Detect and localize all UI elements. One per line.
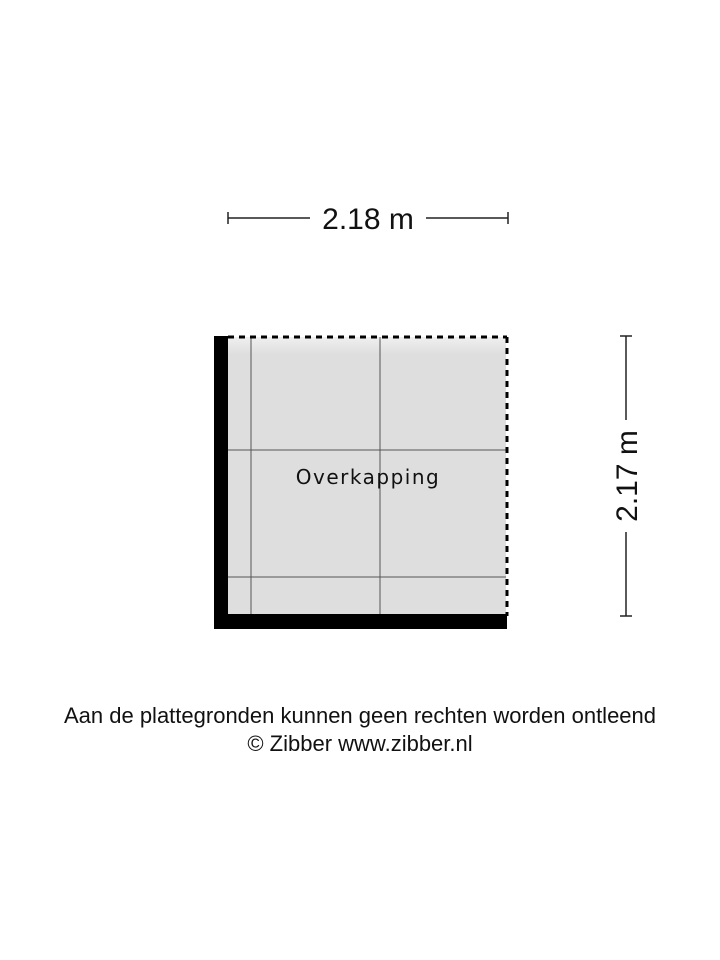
wall-left: [214, 336, 228, 629]
room-label: Overkapping: [295, 465, 441, 489]
room-shade: [228, 337, 506, 355]
height-dimension-label: 2.17 m: [611, 430, 644, 522]
room-overkapping: [214, 336, 507, 629]
wall-bottom: [214, 614, 507, 629]
height-dimension: [611, 336, 644, 616]
width-dimension: [228, 203, 508, 236]
width-dimension-label: 2.18 m: [322, 203, 414, 236]
disclaimer-text: Aan de plattegronden kunnen geen rechten worden ontleend: [63, 703, 657, 728]
copyright-text: © Zibber www.zibber.nl: [247, 731, 473, 756]
